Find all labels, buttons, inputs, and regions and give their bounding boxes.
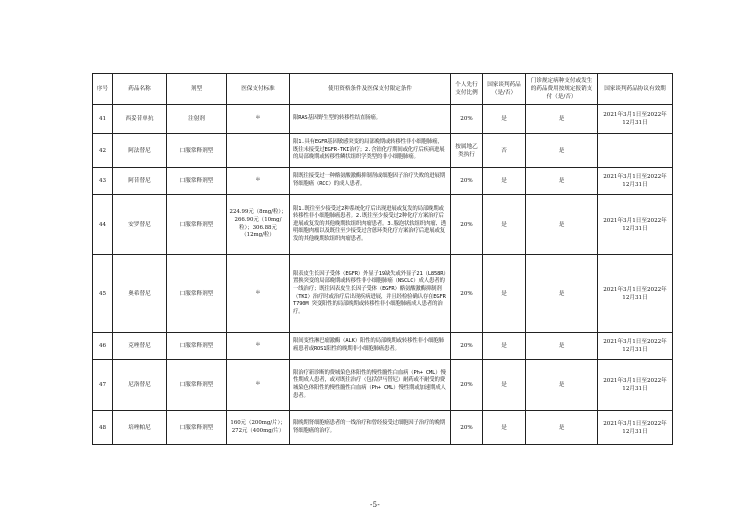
cell-drug-name: 西妥昔单抗 [113, 105, 167, 134]
cell-seq: 41 [93, 105, 113, 134]
header-negotiated: 国家谈判药品（是/否） [483, 74, 526, 105]
cell-seq: 47 [93, 360, 113, 411]
header-payment-standard: 医保支付标准 [227, 74, 290, 105]
cell-seq: 46 [93, 333, 113, 360]
cell-negotiated: 是 [483, 360, 526, 411]
cell-negotiated: 是 [483, 255, 526, 333]
cell-conditions: 限晚期肾细胞癌患者的一线治疗和曾经接受过细胞因子治疗的晚期肾细胞癌的治疗。 [290, 411, 451, 445]
cell-conditions: 限1.既往至少接受过2种系统化疗后出现进展或复发的局部晚期或转移性非小细胞肺癌患者。2.既往至少接受过2种化疗方案治疗后进展或复发的其他晚期软组织肉瘤患者。3.腺泡状软组织肉瘤、透明细胞肉瘤以及既往至少接受过含蒽环类化疗方案治疗后进展或复发的其他晚期软组织肉瘤患者。 [290, 195, 451, 255]
cell-self-pay-ratio: 20% [451, 105, 483, 134]
table-row [93, 411, 673, 445]
header-dosage-form: 剂型 [167, 74, 227, 105]
cell-validity: 2021年3月1日至2022年12月31日 [598, 255, 673, 333]
table-row [93, 255, 673, 333]
cell-payment-standard: ＊ [227, 333, 290, 360]
cell-seq: 45 [93, 255, 113, 333]
cell-negotiated: 是 [483, 333, 526, 360]
cell-dosage-form: 口服常释剂型 [167, 134, 227, 168]
cell-self-pay-ratio: 按属地乙类执行 [451, 134, 483, 168]
header-self-pay-ratio: 个人先行支付比例 [451, 74, 483, 105]
cell-negotiated: 是 [483, 411, 526, 445]
cell-conditions: 限既往接受过一种酪氨酸激酶抑制剂或细胞因子治疗失败的进展期肾细胞癌（RCC）的成人患者。 [290, 168, 451, 195]
cell-drug-name: 克唑替尼 [113, 333, 167, 360]
cell-self-pay-ratio: 20% [451, 168, 483, 195]
cell-drug-name: 阿昔替尼 [113, 168, 167, 195]
cell-validity: 2021年3月1日至2022年12月31日 [598, 195, 673, 255]
header-conditions: 使用资格条件及医保支付限定条件 [290, 74, 451, 105]
cell-outpatient: 是 [526, 105, 598, 134]
cell-self-pay-ratio: 20% [451, 195, 483, 255]
cell-payment-standard: ＊ [227, 105, 290, 134]
cell-validity: 2021年3月1日至2022年12月31日 [598, 411, 673, 445]
cell-self-pay-ratio: 20% [451, 411, 483, 445]
cell-outpatient: 是 [526, 134, 598, 168]
cell-payment-standard: ＊ [227, 255, 290, 333]
table-row [93, 360, 673, 411]
cell-outpatient: 是 [526, 360, 598, 411]
header-row [93, 74, 673, 105]
cell-self-pay-ratio: 20% [451, 333, 483, 360]
cell-dosage-form: 口服常释剂型 [167, 360, 227, 411]
cell-seq: 48 [93, 411, 113, 445]
header-seq: 序号 [93, 74, 113, 105]
cell-outpatient: 是 [526, 168, 598, 195]
cell-dosage-form: 口服常释剂型 [167, 168, 227, 195]
cell-conditions: 限1.具有EGFR基因敏感突变的局部晚期或转移性非小细胞肺癌，既往未接受过EGFR-TKI治疗；2.含铂化疗期间或化疗后疾病进展的局部晚期或转移性鳞状组织学类型的非小细胞肺癌。 [290, 134, 451, 168]
cell-negotiated: 是 [483, 195, 526, 255]
cell-outpatient: 是 [526, 411, 598, 445]
table-row [93, 168, 673, 195]
cell-dosage-form: 口服常释剂型 [167, 333, 227, 360]
cell-payment-standard: ＊ [227, 168, 290, 195]
cell-negotiated: 是 [483, 168, 526, 195]
cell-drug-name: 奥希替尼 [113, 255, 167, 333]
cell-validity [598, 134, 673, 168]
cell-conditions: 限表皮生长因子受体（EGFR）外显子19缺失或外显子21（L858R）置换突变的局部晚期或转移性非小细胞肺癌（NSCLC）成人患者的一线治疗；既往因表皮生长因子受体（EGFR）酪氨酸激酶抑制剂（TKI）治疗时或治疗后出现疾病进展，并且经检验确认存在EGFR T790M 突变阳性的局部晚期或转移性非小细胞肺癌成人患者的治疗。 [290, 255, 451, 333]
cell-seq: 42 [93, 134, 113, 168]
header-validity: 国家谈判药品协议有效期 [598, 74, 673, 105]
cell-outpatient: 是 [526, 255, 598, 333]
cell-payment-standard: 160元（200mg/片）；272元（400mg/片） [227, 411, 290, 445]
cell-self-pay-ratio: 20% [451, 360, 483, 411]
cell-drug-name: 阿法替尼 [113, 134, 167, 168]
cell-negotiated: 否 [483, 134, 526, 168]
cell-seq: 44 [93, 195, 113, 255]
drug-payment-table-wrap [92, 73, 672, 445]
cell-validity: 2021年3月1日至2022年12月31日 [598, 168, 673, 195]
cell-outpatient: 是 [526, 195, 598, 255]
cell-outpatient: 是 [526, 333, 598, 360]
cell-conditions: 限治疗新诊断的费城染色体阳性的慢性髓性白血病（Ph+ CML）慢性期成人患者，或对既往治疗（包括伊马替尼）耐药或不耐受的费城染色体阳性的慢性髓性白血病（Ph+ CML）慢性期或加速期成人患者。 [290, 360, 451, 411]
header-drug-name: 药品名称 [113, 74, 167, 105]
cell-self-pay-ratio: 20% [451, 255, 483, 333]
table-row [93, 195, 673, 255]
cell-conditions: 限间变性淋巴瘤激酶（ALK）阳性的局部晚期或转移性非小细胞肺癌患者或ROS1阳性的晚期非小细胞肺癌患者。 [290, 333, 451, 360]
cell-validity: 2021年3月1日至2022年12月31日 [598, 360, 673, 411]
table-row [93, 134, 673, 168]
table-row [93, 105, 673, 134]
cell-payment-standard [227, 134, 290, 168]
header-outpatient: 门诊规定病种支付或发生的药品费用按规定报销支付（是/否） [526, 74, 598, 105]
cell-payment-standard: 224.99元（8mg/粒）；266.90元（10mg/粒）；306.88元（12mg/粒） [227, 195, 290, 255]
drug-payment-table [92, 73, 673, 445]
cell-dosage-form: 注射剂 [167, 105, 227, 134]
cell-validity: 2021年3月1日至2022年12月31日 [598, 333, 673, 360]
cell-drug-name: 尼洛替尼 [113, 360, 167, 411]
cell-payment-standard: ＊ [227, 360, 290, 411]
cell-drug-name: 安罗替尼 [113, 195, 167, 255]
cell-dosage-form: 口服常释剂型 [167, 255, 227, 333]
cell-validity: 2021年3月1日至2022年12月31日 [598, 105, 673, 134]
cell-dosage-form: 口服常释剂型 [167, 195, 227, 255]
cell-seq: 43 [93, 168, 113, 195]
cell-dosage-form: 口服常释剂型 [167, 411, 227, 445]
cell-conditions: 限RAS基因野生型的转移性结直肠癌。 [290, 105, 451, 134]
cell-negotiated: 是 [483, 105, 526, 134]
page-number: -5- [369, 501, 381, 509]
cell-drug-name: 培唑帕尼 [113, 411, 167, 445]
table-row [93, 333, 673, 360]
